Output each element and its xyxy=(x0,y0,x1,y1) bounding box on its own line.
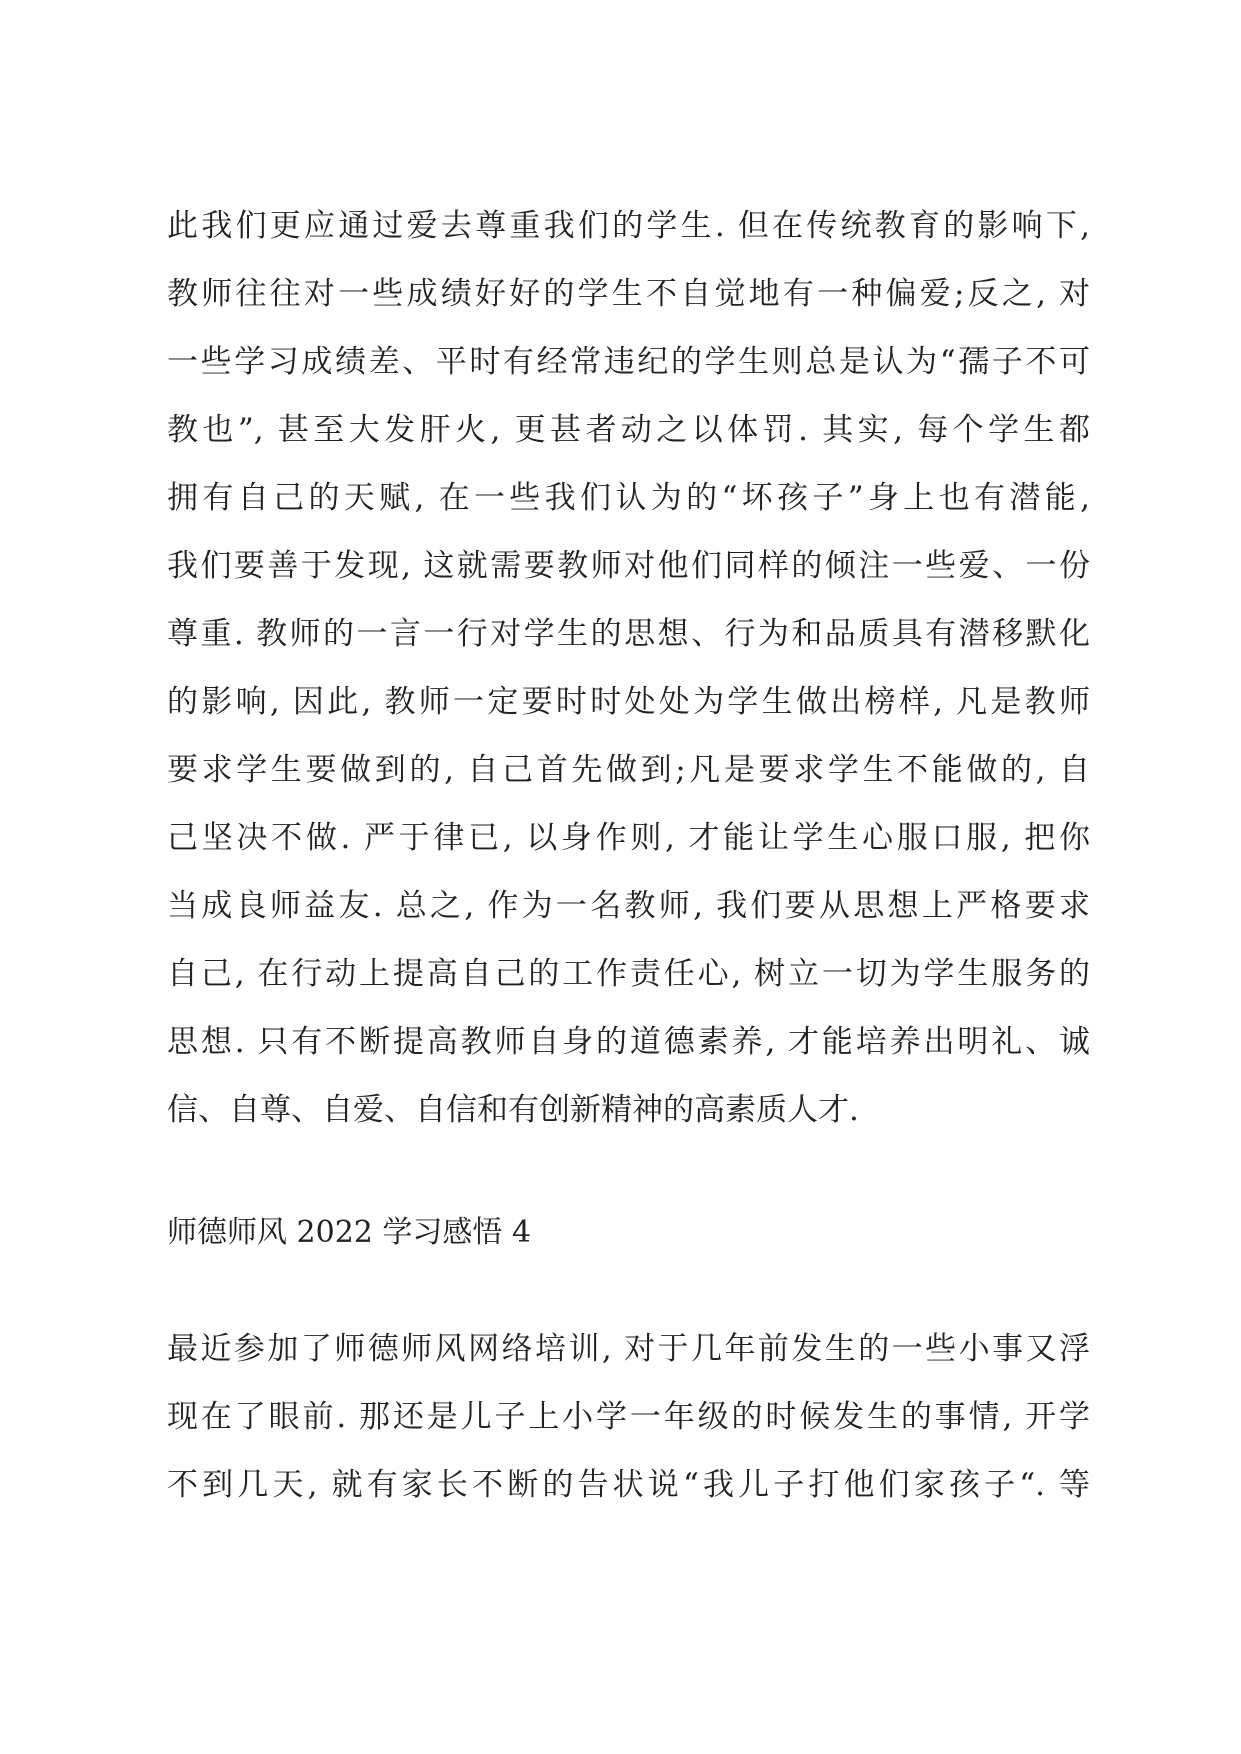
paragraph-line: 当成良师益友. 总之, 作为一名教师, 我们要从思想上严格要求 xyxy=(167,888,1090,924)
paragraph-line: 思想. 只有不断提高教师自身的道德素养, 才能培养出明礼、诚 xyxy=(167,1024,1090,1060)
paragraph-line: 己坚决不做. 严于律已, 以身作则, 才能让学生心服口服, 把你 xyxy=(167,820,1090,856)
paragraph-line: 信、自尊、自爱、自信和有创新精神的高素质人才. xyxy=(167,1092,859,1128)
paragraph-line: 拥有自己的天赋, 在一些我们认为的“坏孩子”身上也有潜能, xyxy=(167,480,1090,516)
paragraph-line: 要求学生要做到的, 自己首先做到;凡是要求学生不能做的, 自 xyxy=(167,752,1090,788)
paragraph-line: 教也”, 甚至大发肝火, 更甚者动之以体罚. 其实, 每个学生都 xyxy=(167,412,1090,448)
paragraph-line: 我们要善于发现, 这就需要教师对他们同样的倾注一些爱、一份 xyxy=(167,548,1090,584)
paragraph-line: 一些学习成绩差、平时有经常违纪的学生则总是认为“孺子不可 xyxy=(167,344,1090,380)
paragraph-line: 教师往往对一些成绩好好的学生不自觉地有一种偏爱;反之, 对 xyxy=(167,276,1090,312)
paragraph-line: 自己, 在行动上提高自己的工作责任心, 树立一切为学生服务的 xyxy=(167,956,1090,992)
paragraph-line: 不到几天, 就有家长不断的告状说“我儿子打他们家孩子“. 等 xyxy=(167,1467,1090,1503)
paragraph-line: 现在了眼前. 那还是儿子上小学一年级的时候发生的事情, 开学 xyxy=(167,1399,1090,1435)
paragraph-line: 此我们更应通过爱去尊重我们的学生. 但在传统教育的影响下, xyxy=(167,208,1090,244)
paragraph-line: 尊重. 教师的一言一行对学生的思想、行为和品质具有潜移默化 xyxy=(167,616,1090,652)
section-heading: 师德师风 2022 学习感悟 4 xyxy=(167,1215,532,1250)
paragraph-line: 最近参加了师德师风网络培训, 对于几年前发生的一些小事又浮 xyxy=(167,1331,1090,1367)
paragraph-line: 的影响, 因此, 教师一定要时时处处为学生做出榜样, 凡是教师 xyxy=(167,684,1090,720)
